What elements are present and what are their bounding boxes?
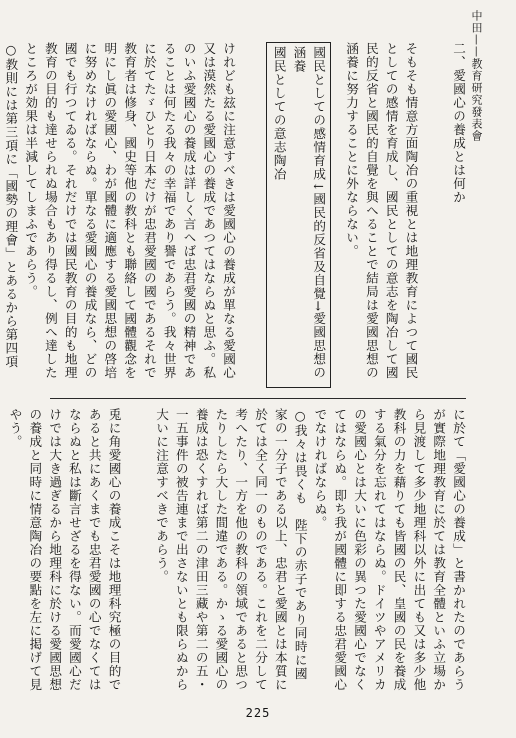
section-divider	[50, 398, 466, 399]
page-number: 225	[245, 706, 271, 720]
running-head: 中田——教育研究發表會	[470, 10, 483, 142]
paragraph: けれども玆に注意すべきは愛國心の養成が單なる愛國心又は漠然たる愛國心の養成であつてはならぬと思ふ。私のいふ愛國心の養成は詳しく言へば忠君愛國の精神であることは何たる我々の幸福であり譽であらう。我々世界に於てたゞひとり日本だけが忠君愛國の國であるそれで教育者は修身、國史等他の教科とも聯絡して國體觀念を明にし眞の愛國心、わが國體に適應する愛國思想の啓培に努めなければならぬ。單なる愛國心の養成なら、どの國でも行つてゐる。それだけでは國民教育の目的も地理教育の目的も達せられぬ場合もあり得るし、例へ達したところが効果は半減してしまふであらう。	[23, 42, 237, 380]
paragraph: ○我々は畏くも 陛下の赤子であり同時に國家の一分子である以上、忠君と愛國とは本質に於ては全く同一のものである。これを二分して考へたり、一方を他の教科の領域であると思つたりしたら大した間違である。かゝる愛國心の養成は恐くすれば第二の津田三藏や第二の五・一五事件の被告連まで出さないとも限らぬから大いに注意すべきであらう。	[154, 408, 308, 692]
lower-text-block	[5, 408, 468, 693]
upper-text-block	[1, 42, 468, 388]
boxed-diagram	[266, 42, 331, 388]
section-heading: 二、愛國心の養成とは何か	[451, 42, 466, 204]
paragraph: そもそも情意方面陶冶の重視とは地理教育によつて國民としての感情を育成し、國民としての意志を陶冶して國民的反省と國民的自覺を與へることで結局は愛國思想の涵養に努力することに外ならない。	[344, 42, 419, 380]
boxed-diagram-text: 國民としての感情育成↓國民的反省及自覺→愛國思想の涵養 國民としての意志陶冶	[271, 46, 327, 380]
paragraph: に於て「愛國心の養成」と書かれたのであらうが實際地理教育に於ては教育全體といふ立場から見渡して多少地理科以外に出ても又は多少他教科の力を藉りても皆國の民、皇國の民を養成する氣分を忘れてはならぬ。ドイツやアメリカの愛國心とは大いに色彩の異つた愛國心でなくてはならぬ。即ち我が國體に即する忠君愛國心でなければならぬ。	[312, 408, 466, 692]
paragraph: 兎に角愛國心の養成こそは地理科究極の目的であると共にあくまでも忠君愛國の心でなくてはならぬと私は斷言せざるを得ない。而愛國心だけでは大き過ぎるから地理科に於ける愛國思想の養成と同時に情意陶冶の要點を左に掲げて見やう。	[7, 408, 122, 692]
paragraph: ○教則には第三項に「國勢の理會」とあるから第四項	[3, 42, 19, 369]
